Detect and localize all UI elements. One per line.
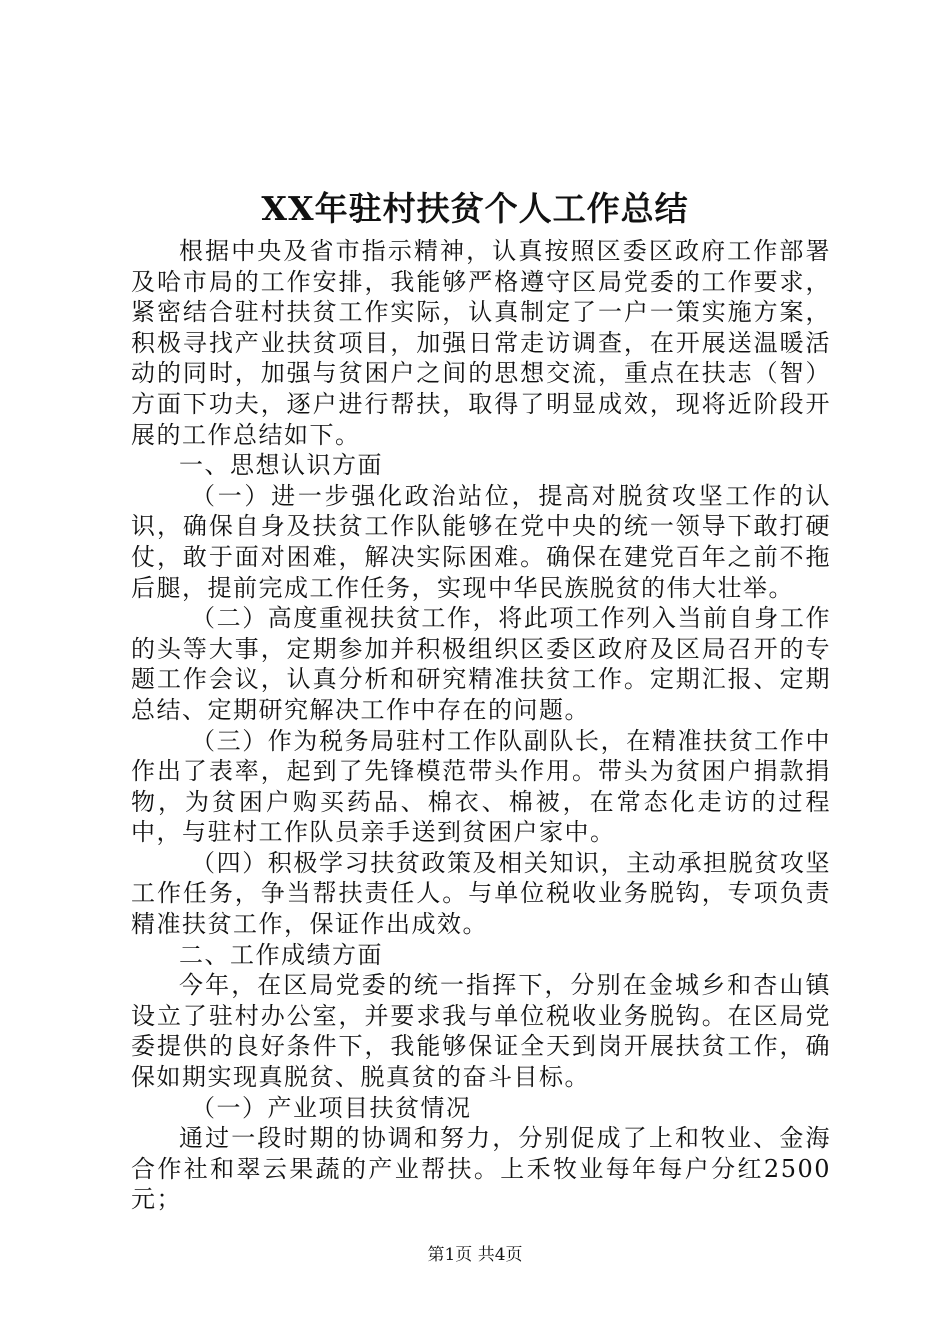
document-body xyxy=(131,236,831,1215)
paragraph-item-3: （三）作为税务局驻村工作队副队长，在精准扶贫工作中作出了表率，起到了先锋模范带头作用。带头为贫困户捐款捐物，为贫困户购买药品、棉衣、棉被，在常态化走访的过程中，与驻村工作队员亲手送到贫困户家中。 xyxy=(131,726,831,847)
paragraph-item-2: （二）高度重视扶贫工作，将此项工作列入当前自身工作的头等大事，定期参加并积极组织区委区政府及区局召开的专题工作会议，认真分析和研究精准扶贫工作。定期汇报、定期总结、定期研究解决工作中存在的问题。 xyxy=(131,604,831,724)
section-heading-2: 二、工作成绩方面 xyxy=(179,940,383,969)
paragraph-subsection-1: 通过一段时期的协调和努力，分别促成了上和牧业、金海合作社和翠云果蔬的产业帮扶。上禾牧业每年每户分红2500元； xyxy=(131,1124,831,1214)
subsection-heading-1: （一）产业项目扶贫情况 xyxy=(191,1093,472,1122)
paragraph-item-1: （一）进一步强化政治站位，提高对脱贫攻坚工作的认识，确保自身及扶贫工作队能够在党中央的统一领导下敢打硬仗，敢于面对困难，解决实际困难。确保在建党百年之前不拖后腿，提前完成工作任务，实现中华民族脱贫的伟大壮举。 xyxy=(131,481,831,602)
document-title: XX年驻村扶贫个人工作总结 xyxy=(261,189,689,228)
paragraph-section-2: 今年，在区局党委的统一指挥下，分别在金城乡和杏山镇设立了驻村办公室，并要求我与单位税收业务脱钩。在区局党委提供的良好条件下，我能够保证全天到岗开展扶贫工作，确保如期实现真脱贫、脱真贫的奋斗目标。 xyxy=(131,971,831,1092)
paragraph-intro: 根据中央及省市指示精神，认真按照区委区政府工作部署及哈市局的工作安排，我能够严格遵守区局党委的工作要求，紧密结合驻村扶贫工作实际，认真制定了一户一策实施方案，积极寻找产业扶贫项目，加强日常走访调查，在开展送温暖活动的同时，加强与贫困户之间的思想交流，重点在扶志（智）方面下功夫，逐户进行帮扶，取得了明显成效，现将近阶段开展的工作总结如下。 xyxy=(131,237,831,449)
page-number-footer: 第1页 共4页 xyxy=(427,1245,523,1265)
paragraph-item-4: （四）积极学习扶贫政策及相关知识，主动承担脱贫攻坚工作任务，争当帮扶责任人。与单位税收业务脱钩，专项负责精准扶贫工作，保证作出成效。 xyxy=(131,848,831,939)
section-heading-1: 一、思想认识方面 xyxy=(179,451,383,480)
